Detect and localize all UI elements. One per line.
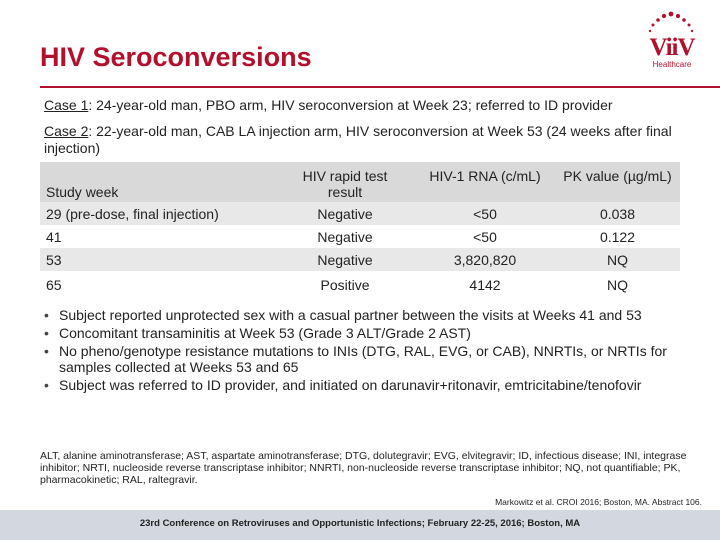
table-row — [40, 202, 680, 225]
cell-pk: NQ — [607, 277, 628, 293]
header-hiv-rna: HIV-1 RNA (c/mL) — [429, 168, 541, 184]
cell-rna: <50 — [473, 206, 497, 222]
table-row — [40, 225, 680, 248]
cell-rna: <50 — [473, 229, 497, 245]
citation: Markowitz et al. CROI 2016; Boston, MA. Abstract 106. — [495, 497, 702, 507]
table-header-row — [40, 162, 680, 202]
cell-pk: NQ — [607, 252, 628, 268]
cell-study-week: 41 — [46, 229, 62, 245]
list-item — [44, 377, 694, 393]
case-1-label: Case 1 — [44, 97, 89, 113]
bullet-text: Concomitant transaminitis at Week 53 (Grade 3 ALT/Grade 2 AST) — [59, 325, 471, 341]
title-divider — [40, 86, 720, 88]
logo-subtitle: Healthcare — [652, 60, 692, 69]
case-2-description — [44, 123, 704, 157]
header-hiv-rapid-test: HIV rapid test result — [302, 168, 388, 200]
cell-study-week: 53 — [46, 252, 62, 268]
cell-rapid-test: Negative — [317, 206, 373, 222]
bullet-icon: • — [44, 307, 49, 323]
cell-study-week: 65 — [46, 277, 62, 293]
cell-rapid-test: Positive — [320, 277, 370, 293]
case-2-label: Case 2 — [44, 123, 89, 139]
case-1-description — [44, 97, 704, 114]
header-pk-value: PK value (µg/mL) — [563, 168, 672, 184]
list-item — [44, 325, 694, 341]
cell-rna: 4142 — [469, 277, 501, 293]
slide-title: HIV Seroconversions — [40, 42, 312, 72]
cell-pk: 0.038 — [599, 206, 636, 222]
case-1-text: : 24-year-old man, PBO arm, HIV seroconversion at Week 23; referred to ID provider — [88, 97, 613, 113]
list-item — [44, 343, 694, 375]
cell-rapid-test: Negative — [317, 229, 373, 245]
bullet-text: No pheno/genotype resistance mutations to INIs (DTG, RAL, EVG, or CAB), NNRTIs, or NRTIs for samples collected at Weeks 53 and 65 — [59, 343, 667, 375]
footer-text: 23rd Conference on Retroviruses and Opportunistic Infections; February 22-25, 2016; Boston, MA — [139, 518, 581, 529]
abbreviations-footnote: ALT, alanine aminotransferase; AST, aspartate aminotransferase; DTG, dolutegravir; EVG, elvitegravir; ID, infectious disease; INI, integrase inhibitor; NRTI, nucleoside reverse transcriptase inhibitor; NNRTI, non-nucleoside reverse transcriptase inhibitor; NQ, not quantifiable; PK, pharmacokinetic; RAL, raltegravir. — [40, 450, 687, 486]
list-item — [44, 307, 694, 323]
conference-footer — [0, 510, 720, 540]
cell-pk: 0.122 — [599, 229, 636, 245]
cell-rna: 3,820,820 — [453, 252, 517, 268]
bullet-text: Subject reported unprotected sex with a casual partner between the visits at Weeks 41 and 53 — [59, 307, 642, 323]
viiv-logo — [636, 8, 706, 70]
cell-rapid-test: Negative — [317, 252, 373, 268]
case-2-text: : 22-year-old man, CAB LA injection arm, HIV seroconversion at Week 53 (24 weeks after final injection) — [44, 123, 672, 156]
table-row — [40, 271, 680, 298]
findings-list — [44, 307, 694, 395]
header-study-week: Study week — [46, 184, 119, 200]
bullet-icon: • — [44, 377, 49, 393]
bullet-icon: • — [44, 343, 49, 359]
logo-wordmark: ViiV — [649, 34, 695, 61]
bullet-text: Subject was referred to ID provider, and initiated on darunavir+ritonavir, emtricitabine/tenofovir — [59, 377, 642, 393]
table-row — [40, 248, 680, 271]
cell-study-week: 29 (pre-dose, final injection) — [46, 206, 219, 222]
bullet-icon: • — [44, 325, 49, 341]
